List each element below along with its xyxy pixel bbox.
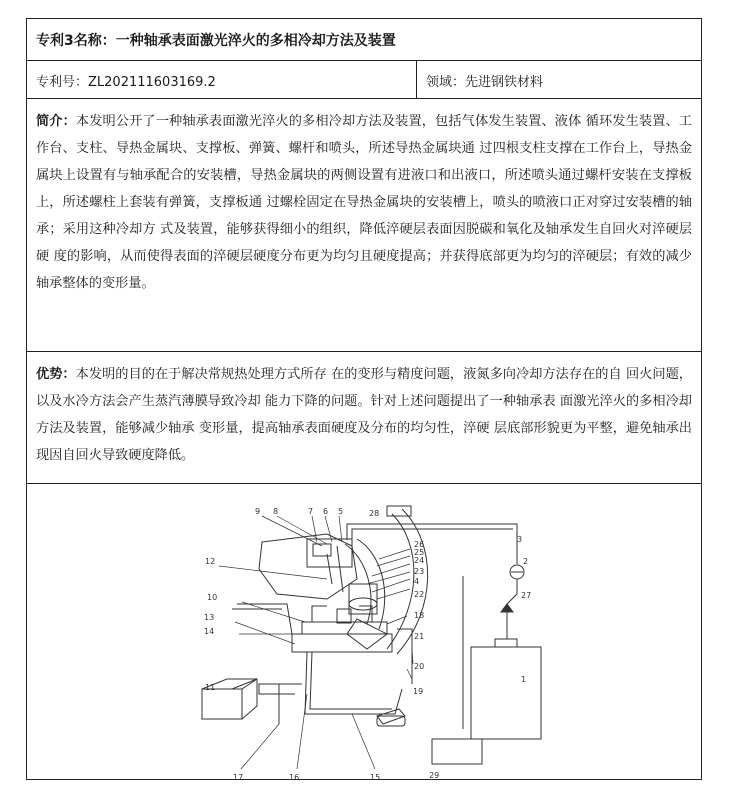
label-6: 6 — [323, 507, 329, 516]
label-16: 16 — [289, 773, 300, 780]
apparatus-figure — [27, 484, 701, 780]
label-12: 12 — [205, 557, 216, 566]
label-22: 22 — [414, 590, 425, 599]
label-20: 20 — [414, 662, 425, 671]
apparatus-diagram — [27, 484, 701, 780]
intro-text: 本发明公开了一种轴承表面激光淬火的多相冷却方法及装置，包括气体发生装置、液体 循环发生装置、工作台、支柱、导热金属块、支撑板、弹簧、螺杆和喷头，所述导热金属块通 过四根支柱支撑在工作台上，导热金属块上设置有与轴承配合的安装槽，导热金属块的两侧设置有进液口和出液口，所述喷头通过螺杆安装在支撑板上，所述螺柱上套装有弹簧，支撑板通 过螺栓固定在导热金属块的安装槽上，喷头的喷液口正对穿过安装槽的轴承；采用这种冷却方 式及装置，能够获得细小的组织，降低淬硬层表面因脱碳和氧化及轴承发生自回火对淬硬层硬 度的影响，从而使得表面的淬硬层硬度分布更为均匀且硬度提高；并获得底部更为均匀的淬硬层；有效的减少轴承整体的变形量。 — [36, 114, 692, 291]
label-25: 25 — [414, 548, 425, 557]
intro-paragraph — [36, 108, 692, 297]
collector-box — [432, 739, 482, 764]
column-divider — [416, 61, 417, 98]
label-23: 23 — [414, 567, 425, 576]
patent-title: 专利3名称：一种轴承表面激光淬火的多相冷却方法及装置 — [36, 33, 396, 49]
label-24: 24 — [414, 556, 425, 565]
label-29: 29 — [429, 771, 440, 780]
label-26: 26 — [414, 540, 425, 549]
label-15: 15 — [370, 773, 381, 780]
intro-label: 简介： — [36, 114, 76, 129]
label-7: 7 — [308, 507, 314, 516]
advantage-text: 本发明的目的在于解决常规热处理方式所存 在的变形与精度问题，液氮多向冷却方法存在的自 回火问题，以及水冷方法会产生蒸汽薄膜导致冷却 能力下降的问题。针对上述问题提出了一种轴承表 面激光淬火的多相冷却方法及装置，能够减少轴承 变形量，提高轴承表面硬度及分布的均匀性，淬硬 层底部形貌更为平整，避免轴承出现因自回火导致硬度降低。 — [36, 367, 692, 463]
patent-field: 领域：先进钢铁材料 — [426, 75, 544, 90]
title-row — [27, 19, 701, 61]
patent-card — [26, 18, 702, 780]
advantage-paragraph — [36, 361, 692, 469]
label-28: 28 — [369, 509, 380, 518]
label-2: 2 — [523, 557, 529, 566]
intro-section — [27, 99, 701, 352]
label-21: 21 — [414, 632, 425, 641]
label-27: 27 — [521, 591, 532, 600]
label-4: 4 — [414, 577, 420, 586]
pump — [377, 709, 405, 726]
label-9: 9 — [255, 507, 261, 516]
gauge-and-valve — [501, 565, 524, 612]
gas-cylinder — [471, 639, 541, 739]
label-13: 13 — [204, 613, 215, 622]
label-10: 10 — [207, 593, 218, 602]
label-8: 8 — [273, 507, 279, 516]
leader-lines — [219, 516, 413, 769]
label-18: 18 — [414, 611, 425, 620]
label-1: 1 — [521, 675, 527, 684]
label-19: 19 — [413, 687, 424, 696]
mechanism-body — [259, 506, 428, 654]
patent-number: 专利号：ZL202111603169.2 — [36, 75, 216, 90]
label-11: 11 — [205, 683, 216, 692]
meta-row — [27, 61, 701, 99]
advantage-section — [27, 352, 701, 484]
label-14: 14 — [204, 627, 215, 636]
label-5: 5 — [338, 507, 344, 516]
advantage-label: 优势： — [36, 367, 76, 382]
piping — [232, 524, 517, 729]
label-17: 17 — [233, 773, 244, 780]
label-3: 3 — [517, 535, 523, 544]
